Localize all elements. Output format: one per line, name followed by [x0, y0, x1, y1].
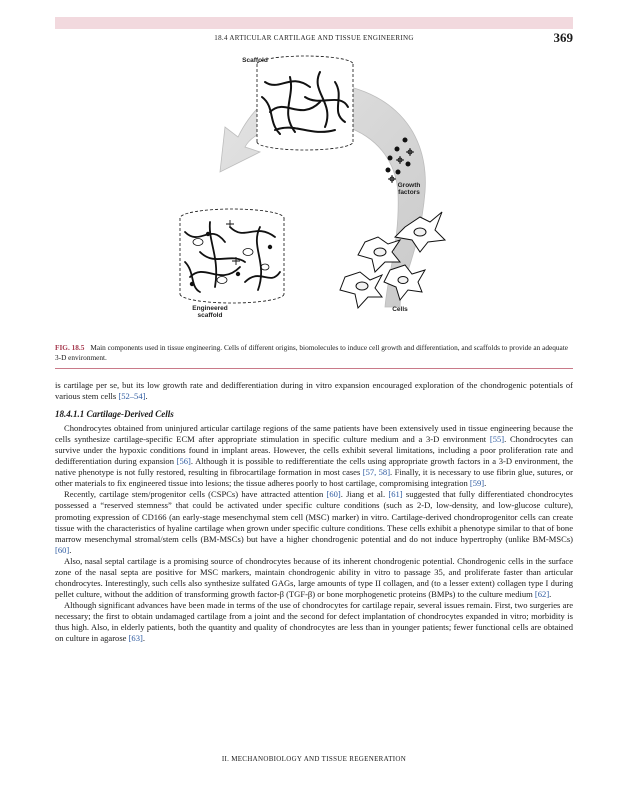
label-growth-factors: Growth factors — [397, 182, 421, 197]
caption-rule — [55, 368, 573, 369]
citation-link[interactable]: [59] — [469, 478, 485, 489]
paragraph-4: Although significant advances have been made in terms of the use of chondrocytes for cartilage repair, several issues remain. First, two surgeries are necessary; the first to obtain undamaged cartilage from a joint and the second for defect implantation of chondrocytes expanded in vitro; morbidity is thus high. Also, in elderly patients, both the quantity and quality of chondrocytes are less than in younger patients; fewer functional cells are obtained on culture in agarose [63]. — [55, 599, 573, 644]
citation-link[interactable]: [60] — [326, 489, 341, 500]
label-scaffold: Scaffold — [242, 57, 268, 64]
citation-link[interactable]: [56] — [176, 456, 191, 467]
paragraph-2: Recently, cartilage stem/progenitor cells (CSPCs) have attracted attention [60]. Jiang et al. [61] suggested that fully differentiated chondrocytes possessed a “reserved stemness” that could be activated under specific culture conditions (such as 2-D, low-density, and low-glucose culture), promoting expression of CD166 (an early-stage mesenchymal stem cell (MSC) marker) in vitro. Cartilage-derived chondroprogenitor cells can create tissue with the characteristics of hyaline cartilage when grown under specific culture conditions. These cells exhibit a phenotype similar to that of bone marrow mesenchymal stromal/stem cells (BM-MSCs) but have a higher chondrogenic potential and do not induce hypertrophy (unlike BM-MSCs) [60]. — [55, 489, 573, 555]
label-cells: Cells — [392, 306, 408, 313]
citation-link[interactable]: [60] — [55, 544, 70, 555]
running-foot: II. MECHANOBIOLOGY AND TISSUE REGENERATION — [221, 755, 407, 763]
paragraph-3: Also, nasal septal cartilage is a promising source of chondrocytes because of its inherent chondrogenic potential. Chondrogenic cells in the surface zone of the nasal septa are positive for MSC markers, maintain chondrogenic ability in vitro to passage 35, and proliferate faster than articular chondrocytes. Interestingly, such cells also synthesize sulfated GAGs, large amounts of type II collagen, and (to a lesser extent) collagen type I during pellet culture, without the addition of transforming growth factor-β (TGF-β) or bone morphogenetic proteins (BMPs) to the culture medium [62]. — [55, 555, 573, 599]
section-heading: 18.4.1.1 Cartilage-Derived Cells — [55, 409, 174, 420]
citation-link[interactable]: [52–54] — [118, 391, 146, 402]
citation-link[interactable]: [63] — [128, 633, 143, 644]
citation-link[interactable]: [61] — [388, 489, 403, 500]
citation-link[interactable]: [57, 58] — [362, 467, 391, 478]
figure-18-5 — [150, 52, 460, 337]
citation-link[interactable]: [62] — [534, 588, 550, 599]
header-bar — [55, 17, 573, 29]
figure-caption — [55, 343, 573, 363]
label-engineered-scaffold: Engineered scaffold — [192, 305, 228, 320]
page-number: 369 — [553, 30, 573, 45]
citation-link[interactable]: [55] — [489, 434, 505, 445]
engineered-scaffold-cylinder — [180, 209, 284, 303]
running-head: 18.4 ARTICULAR CARTILAGE AND TISSUE ENGINEERING — [214, 34, 414, 42]
paragraph-1: Chondrocytes obtained from uninjured articular cartilage regions of the same patients have been extensively used in tissue engineering because the cells synthesize cartilage-specific ECM after appropriate stimulation in specific culture medium and a 3-D environment [55]. Chondrocytes can survive under the hypoxic conditions found in implant areas. However, the cells exhibit several limitations, including a poor proliferation rate and dedifferentiation during expansion [56]. Although it is possible to redifferentiate the cells using appropriate growth factors in a 3-D environment, the native phenotype is not fully restored, resulting in fibrocartilage formation in most cases [57, 58]. Finally, it is necessary to use fibrin glue, sutures, or other materials to fix engineered tissue into lesions; the tissue adheres poorly to host cartilage, compromising integration [59]. — [55, 423, 574, 489]
scaffold-cylinder — [257, 56, 353, 150]
caption-text: Main components used in tissue engineering. Cells of different origins, biomolecules to induce cell growth and differentiation, and scaffolds to provide an adequate 3-D environment. — [55, 343, 569, 362]
body-text — [55, 380, 573, 644]
caption-number: FIG. 18.5 — [55, 343, 85, 352]
paragraph-0: is cartilage per se, but its low growth rate and dedifferentiation during in vitro expansion encouraged exploration of the chondrogenic potentials of various stem cells [52–54]. — [55, 380, 573, 402]
